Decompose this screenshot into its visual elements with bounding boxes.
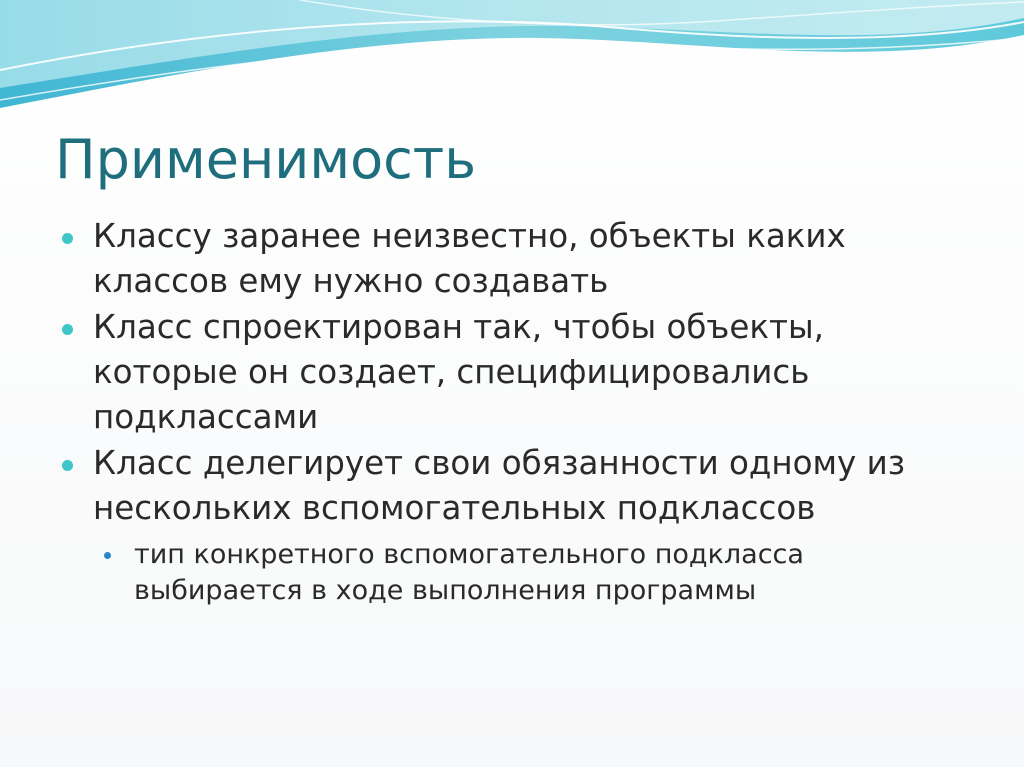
sub-bullet-text-line: выбирается в ходе выполнения программы: [134, 575, 757, 606]
sub-bullet-dot-icon: [104, 552, 111, 559]
bullet-list: [62, 214, 1002, 609]
bullet-text-line: Класс делегирует свои обязанности одному из: [93, 444, 906, 482]
bullet-item: [62, 305, 1002, 440]
bullet-item: [62, 214, 1002, 304]
bullet-text-line: нескольких вспомогательных подклассов: [93, 489, 816, 527]
bullet-text-line: классов ему нужно создавать: [93, 262, 609, 300]
bullet-text-line: которые он создает, специфицировались: [93, 353, 810, 391]
bullet-item: [62, 441, 1002, 531]
bullet-dot-icon: [62, 233, 73, 244]
sub-bullet-item: [104, 537, 1002, 609]
bullet-text-line: Классу заранее неизвестно, объекты каких: [93, 217, 846, 255]
sub-bullet-text-line: тип конкретного вспомогательного подкласса: [134, 539, 804, 570]
bullet-dot-icon: [62, 460, 73, 471]
decorative-wave-header: [0, 0, 1024, 120]
slide-title: Применимость: [55, 128, 477, 191]
bullet-text-line: подклассами: [93, 398, 319, 436]
bullet-dot-icon: [62, 324, 73, 335]
bullet-text-line: Класс спроектирован так, чтобы объекты,: [93, 308, 824, 346]
